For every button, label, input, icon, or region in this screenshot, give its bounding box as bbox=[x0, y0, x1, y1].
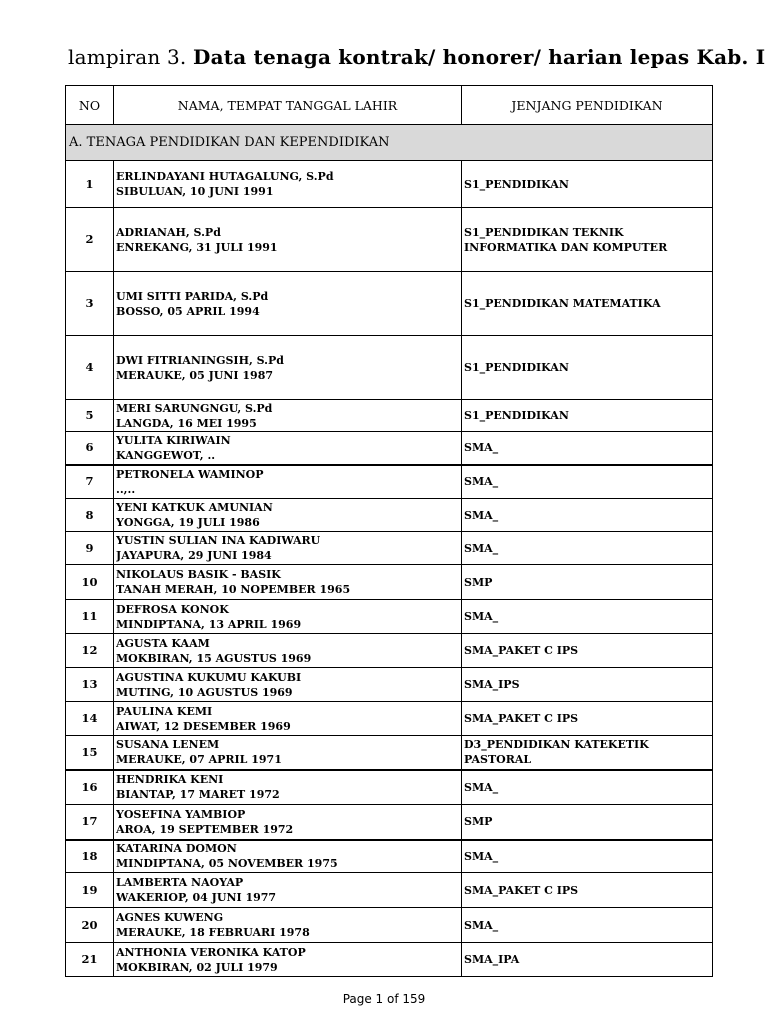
birth-place-date: MERAUKE, 07 APRIL 1971 bbox=[116, 753, 282, 767]
table-row bbox=[66, 840, 713, 873]
person-name: AGUSTA KAAM bbox=[116, 636, 210, 650]
birth-place-date: SIBULUAN, 10 JUNI 1991 bbox=[116, 185, 274, 198]
row-name-cell bbox=[114, 736, 462, 770]
education-level: SMA_PAKET C IPS bbox=[464, 712, 579, 725]
birth-place-date: BIANTAP, 17 MARET 1972 bbox=[116, 788, 280, 802]
row-education-cell bbox=[462, 499, 713, 532]
row-education-cell bbox=[462, 532, 713, 565]
row-name-cell bbox=[114, 336, 462, 400]
row-education-cell bbox=[462, 208, 713, 272]
row-education-cell bbox=[462, 272, 713, 336]
row-number: 10 bbox=[66, 565, 114, 600]
row-education-cell bbox=[462, 465, 713, 499]
row-education-cell bbox=[462, 908, 713, 943]
person-name: PAULINA KEMI bbox=[116, 704, 213, 718]
education-level: S1_PENDIDIKAN bbox=[464, 409, 569, 422]
row-number: 21 bbox=[66, 943, 114, 977]
person-name: YULITA KIRIWAIN bbox=[116, 433, 231, 447]
table-row bbox=[66, 565, 713, 600]
title-main: Data tenaga kontrak/ honorer/ harian lepas Kab. I bbox=[193, 45, 766, 69]
person-name: YUSTIN SULIAN INA KADIWARU bbox=[116, 534, 321, 547]
table-row bbox=[66, 336, 713, 400]
table-row bbox=[66, 499, 713, 532]
row-number: 11 bbox=[66, 600, 114, 634]
section-label: A. TENAGA PENDIDIKAN DAN KEPENDIDIKAN bbox=[66, 125, 713, 161]
row-education-cell bbox=[462, 400, 713, 432]
page-title bbox=[68, 44, 768, 70]
birth-place-date: WAKERIOP, 04 JUNI 1977 bbox=[116, 891, 277, 904]
birth-place-date: AROA, 19 SEPTEMBER 1972 bbox=[116, 822, 294, 836]
row-name-cell bbox=[114, 702, 462, 736]
table-header-row bbox=[66, 86, 713, 125]
table-row bbox=[66, 600, 713, 634]
education-level: SMA_ bbox=[464, 918, 499, 932]
row-number: 4 bbox=[66, 336, 114, 400]
row-name-cell bbox=[114, 272, 462, 336]
table-row bbox=[66, 532, 713, 565]
education-level: D3_PENDIDIKAN KATEKETIK bbox=[464, 738, 649, 752]
section-row bbox=[66, 125, 713, 161]
row-name-cell bbox=[114, 465, 462, 499]
row-name-cell bbox=[114, 943, 462, 977]
table-row bbox=[66, 432, 713, 465]
row-education-cell bbox=[462, 840, 713, 873]
header-education: JENJANG PENDIDIKAN bbox=[462, 86, 713, 125]
education-level: SMA_PAKET C IPS bbox=[464, 883, 579, 897]
birth-place-date: MERAUKE, 05 JUNI 1987 bbox=[116, 368, 274, 382]
row-number: 7 bbox=[66, 465, 114, 499]
table-row bbox=[66, 805, 713, 840]
birth-place-date: ENREKANG, 31 JULI 1991 bbox=[116, 240, 278, 254]
table-row bbox=[66, 465, 713, 499]
row-education-cell bbox=[462, 943, 713, 977]
row-education-cell bbox=[462, 600, 713, 634]
row-name-cell bbox=[114, 840, 462, 873]
header-name: NAMA, TEMPAT TANGGAL LAHIR bbox=[114, 86, 462, 125]
row-number: 9 bbox=[66, 532, 114, 565]
birth-place-date: ..,.. bbox=[116, 482, 136, 496]
row-education-cell bbox=[462, 161, 713, 208]
person-name: DEFROSA KONOK bbox=[116, 602, 229, 616]
row-number: 6 bbox=[66, 432, 114, 465]
table-row bbox=[66, 702, 713, 736]
birth-place-date: MOKBIRAN, 02 JULI 1979 bbox=[116, 960, 278, 974]
title-lead: lampiran 3. bbox=[68, 45, 194, 69]
person-name: YENI KATKUK AMUNIAN bbox=[116, 501, 273, 514]
education-level: SMA_IPS bbox=[464, 678, 520, 691]
table-row bbox=[66, 272, 713, 336]
row-number: 8 bbox=[66, 499, 114, 532]
person-name: NIKOLAUS BASIK - BASIK bbox=[116, 568, 281, 581]
row-education-cell bbox=[462, 770, 713, 805]
education-level: SMA_ bbox=[464, 441, 499, 455]
row-number: 1 bbox=[66, 161, 114, 208]
table-row bbox=[66, 943, 713, 977]
row-education-cell bbox=[462, 668, 713, 702]
row-number: 12 bbox=[66, 634, 114, 668]
table-row bbox=[66, 668, 713, 702]
row-number: 14 bbox=[66, 702, 114, 736]
row-name-cell bbox=[114, 668, 462, 702]
row-education-cell bbox=[462, 702, 713, 736]
person-name: HENDRIKA KENI bbox=[116, 773, 224, 787]
birth-place-date: YONGGA, 19 JULI 1986 bbox=[116, 516, 260, 529]
education-level: SMA_ bbox=[464, 780, 499, 794]
education-level: SMP bbox=[464, 575, 493, 589]
birth-place-date: JAYAPURA, 29 JUNI 1984 bbox=[116, 549, 272, 562]
row-number: 5 bbox=[66, 400, 114, 432]
person-name: KATARINA DOMON bbox=[116, 842, 237, 856]
table-row bbox=[66, 908, 713, 943]
row-name-cell bbox=[114, 805, 462, 840]
education-level-cont: INFORMATIKA DAN KOMPUTER bbox=[464, 240, 668, 254]
person-name: SUSANA LENEM bbox=[116, 738, 220, 752]
header-no: NO bbox=[66, 86, 114, 125]
row-name-cell bbox=[114, 161, 462, 208]
row-name-cell bbox=[114, 565, 462, 600]
table-row bbox=[66, 873, 713, 908]
birth-place-date: AIWAT, 12 DESEMBER 1969 bbox=[116, 719, 291, 733]
row-name-cell bbox=[114, 208, 462, 272]
person-name: AGNES KUWENG bbox=[116, 911, 224, 924]
education-level: SMA_ bbox=[464, 475, 499, 489]
row-education-cell bbox=[462, 873, 713, 908]
row-number: 2 bbox=[66, 208, 114, 272]
staff-table bbox=[65, 85, 713, 977]
education-level: SMP bbox=[464, 815, 493, 829]
person-name: MERI SARUNGNGU, S.Pd bbox=[116, 401, 273, 415]
row-education-cell bbox=[462, 634, 713, 668]
row-education-cell bbox=[462, 565, 713, 600]
person-name: AGUSTINA KUKUMU KAKUBI bbox=[116, 670, 302, 684]
person-name: DWI FITRIANINGSIH, S.Pd bbox=[116, 353, 284, 367]
person-name: ERLINDAYANI HUTAGALUNG, S.Pd bbox=[116, 170, 334, 183]
person-name: ADRIANAH, S.Pd bbox=[116, 225, 221, 239]
education-level: SMA_ bbox=[464, 610, 499, 623]
row-number: 17 bbox=[66, 805, 114, 840]
row-number: 18 bbox=[66, 840, 114, 873]
education-level-cont: PASTORAL bbox=[464, 753, 532, 767]
row-name-cell bbox=[114, 432, 462, 465]
table-row bbox=[66, 161, 713, 208]
person-name: ANTHONIA VERONIKA KATOP bbox=[116, 945, 306, 959]
birth-place-date: MINDIPTANA, 13 APRIL 1969 bbox=[116, 617, 302, 631]
education-level: SMA_ bbox=[464, 541, 499, 555]
birth-place-date: MINDIPTANA, 05 NOVEMBER 1975 bbox=[116, 857, 338, 871]
education-level: SMA_PAKET C IPS bbox=[464, 644, 579, 657]
row-education-cell bbox=[462, 432, 713, 465]
birth-place-date: MUTING, 10 AGUSTUS 1969 bbox=[116, 685, 293, 699]
row-number: 19 bbox=[66, 873, 114, 908]
education-level: S1_PENDIDIKAN TEKNIK bbox=[464, 225, 624, 239]
table-row bbox=[66, 634, 713, 668]
table-row bbox=[66, 400, 713, 432]
row-education-cell bbox=[462, 336, 713, 400]
education-level: SMA_ bbox=[464, 849, 499, 863]
table-row bbox=[66, 208, 713, 272]
table-row bbox=[66, 770, 713, 805]
row-name-cell bbox=[114, 499, 462, 532]
row-name-cell bbox=[114, 600, 462, 634]
row-name-cell bbox=[114, 770, 462, 805]
birth-place-date: KANGGEWOT, .. bbox=[116, 448, 216, 462]
table-row bbox=[66, 736, 713, 770]
row-number: 16 bbox=[66, 770, 114, 805]
education-level: SMA_IPA bbox=[464, 953, 520, 966]
row-number: 3 bbox=[66, 272, 114, 336]
row-name-cell bbox=[114, 908, 462, 943]
row-name-cell bbox=[114, 634, 462, 668]
row-name-cell bbox=[114, 873, 462, 908]
row-education-cell bbox=[462, 805, 713, 840]
person-name: LAMBERTA NAOYAP bbox=[116, 876, 244, 889]
birth-place-date: LANGDA, 16 MEI 1995 bbox=[116, 416, 257, 430]
education-level: S1_PENDIDIKAN MATEMATIKA bbox=[464, 297, 661, 310]
row-name-cell bbox=[114, 400, 462, 432]
education-level: S1_PENDIDIKAN bbox=[464, 177, 569, 191]
person-name: UMI SITTI PARIDA, S.Pd bbox=[116, 289, 269, 303]
education-level: S1_PENDIDIKAN bbox=[464, 361, 569, 374]
birth-place-date: TANAH MERAH, 10 NOPEMBER 1965 bbox=[116, 583, 351, 596]
row-name-cell bbox=[114, 532, 462, 565]
education-level: SMA_ bbox=[464, 508, 499, 522]
birth-place-date: MERAUKE, 18 FEBRUARI 1978 bbox=[116, 926, 310, 939]
row-number: 20 bbox=[66, 908, 114, 943]
row-education-cell bbox=[462, 736, 713, 770]
page-footer: Page 1 of 159 bbox=[342, 992, 426, 1006]
row-number: 15 bbox=[66, 736, 114, 770]
person-name: PETRONELA WAMINOP bbox=[116, 467, 264, 481]
birth-place-date: MOKBIRAN, 15 AGUSTUS 1969 bbox=[116, 651, 312, 665]
birth-place-date: BOSSO, 05 APRIL 1994 bbox=[116, 304, 260, 318]
row-number: 13 bbox=[66, 668, 114, 702]
person-name: YOSEFINA YAMBIOP bbox=[116, 807, 246, 821]
